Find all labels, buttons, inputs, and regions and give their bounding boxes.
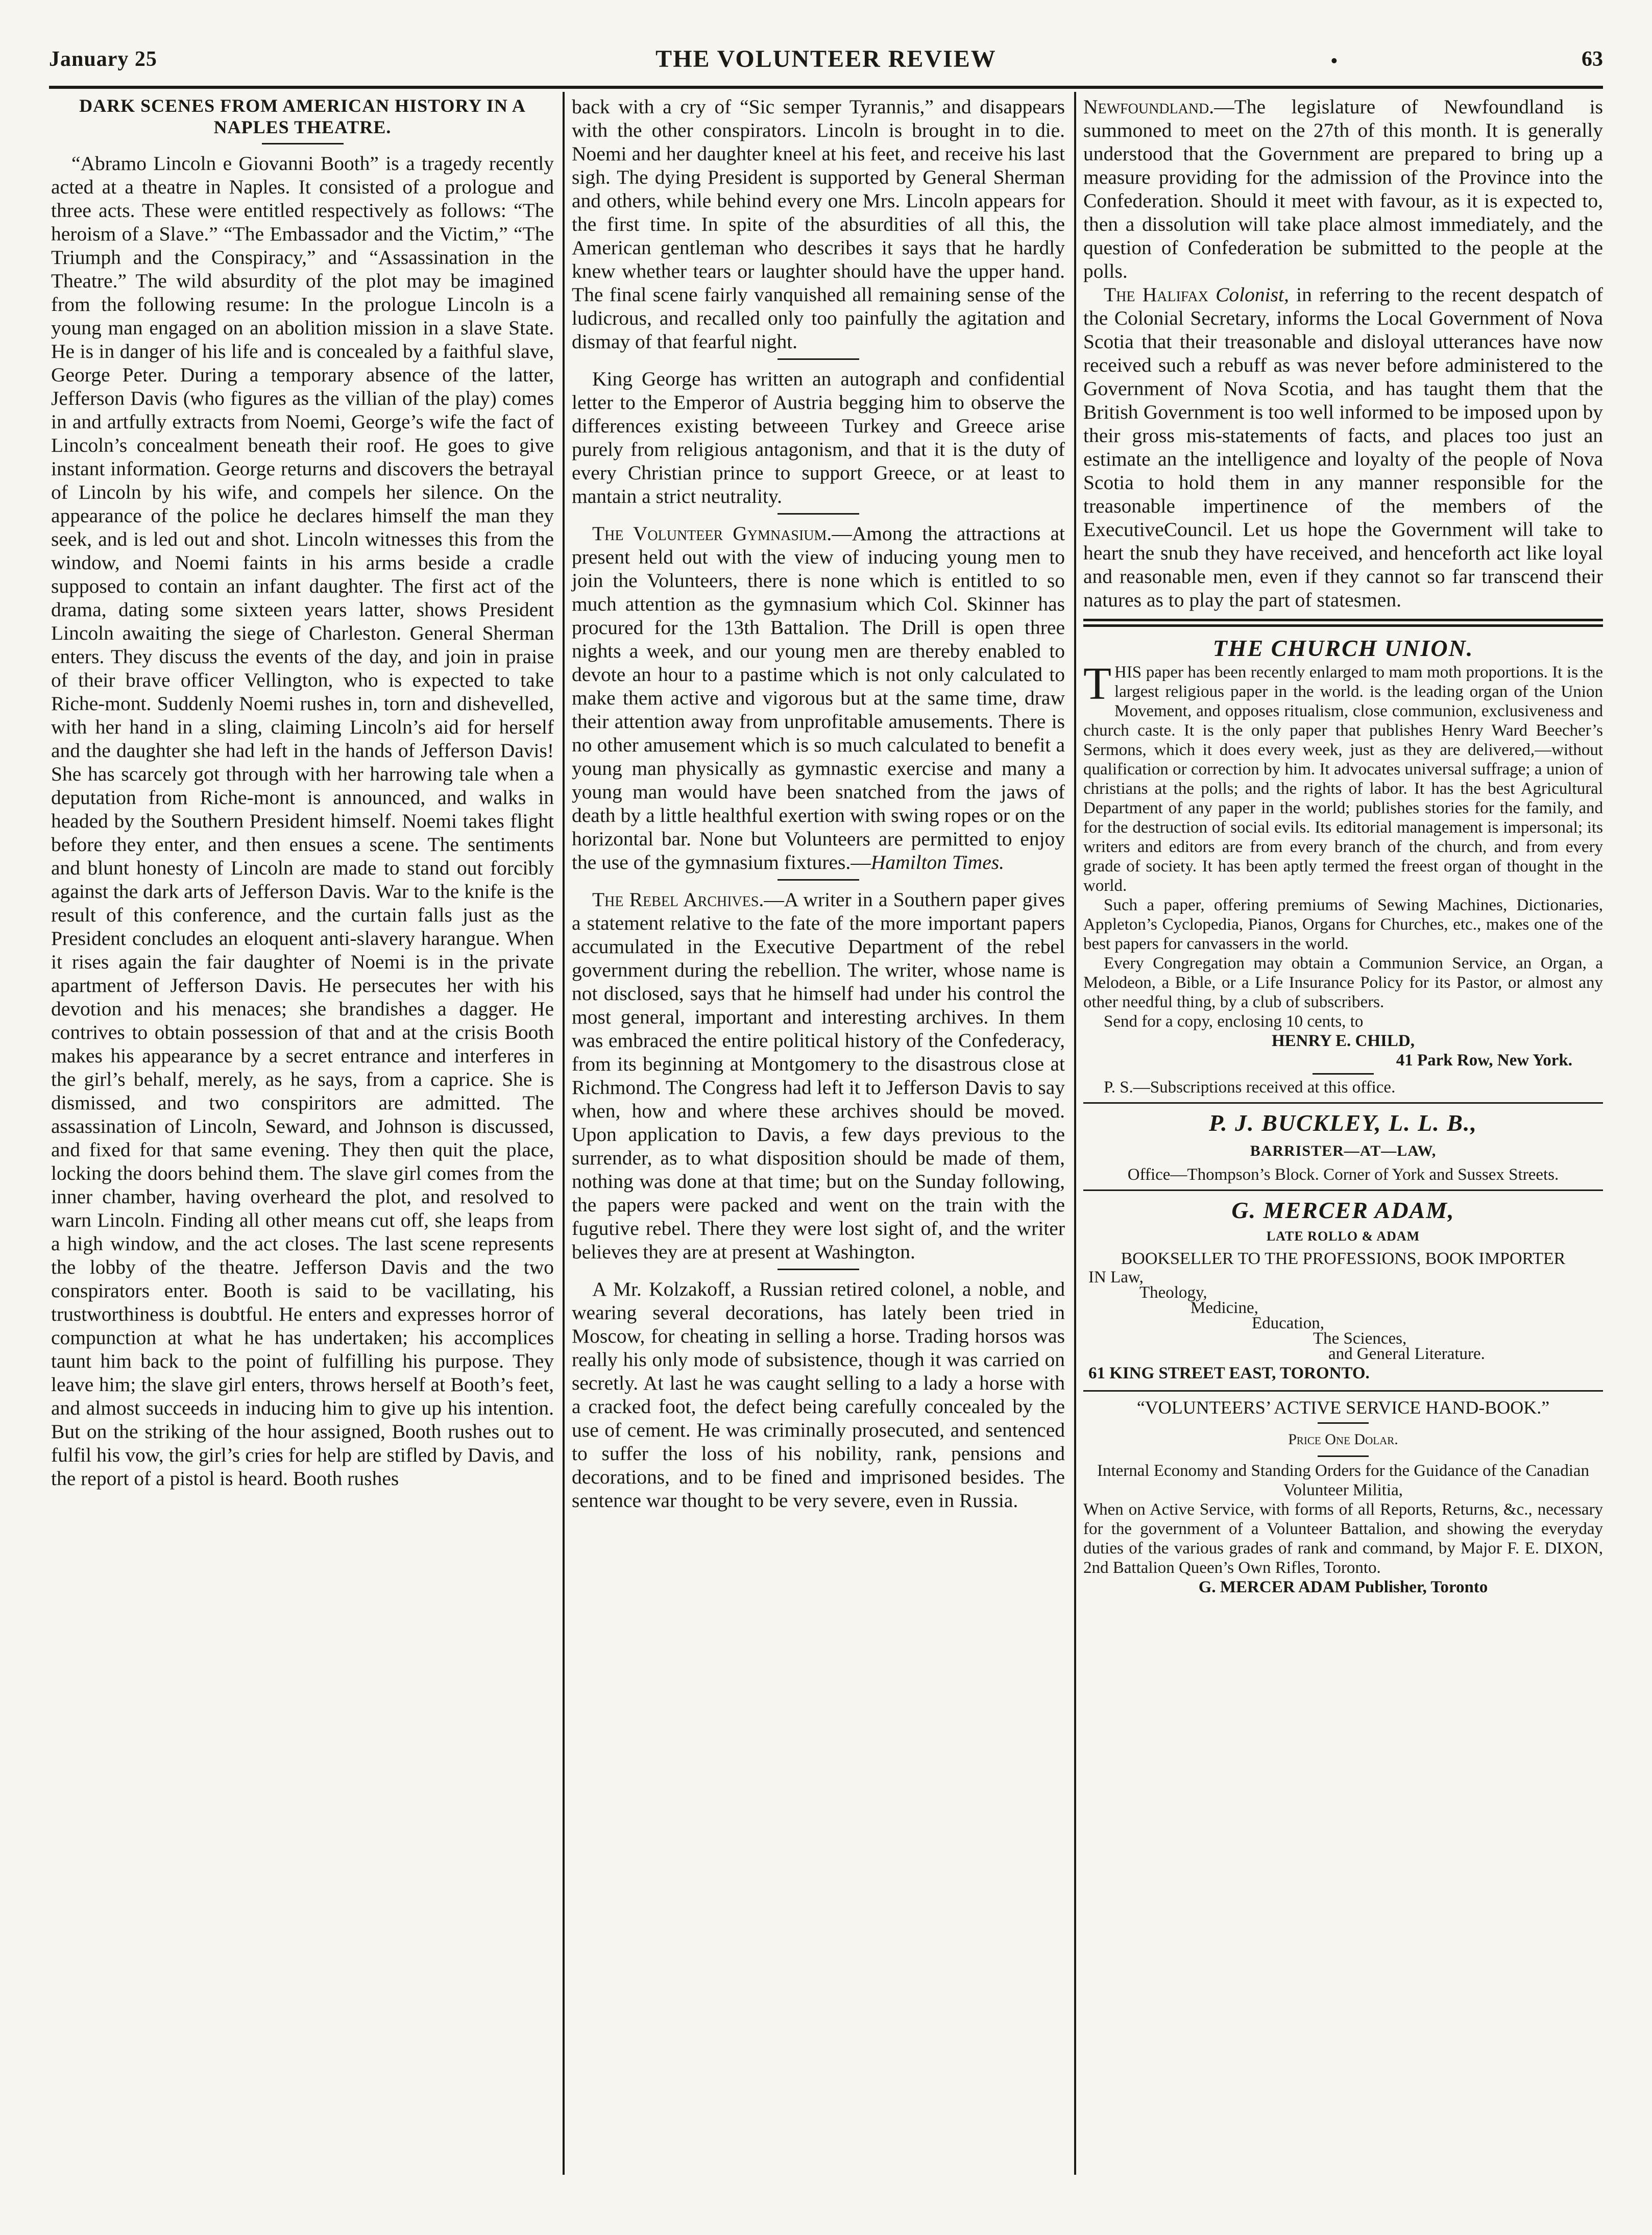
- halifax-paper: Colonist,: [1216, 283, 1289, 306]
- church-union-ad: [1083, 634, 1603, 1097]
- adam-late: LATE ROLLO & ADAM: [1266, 1229, 1420, 1244]
- page-header: [49, 47, 1603, 80]
- article-continuation: back with a cry of “Sic semper Tyrannis,” and disappears with the other conspirators. Lincoln is brought in to die. Noemi and her daughter kneel at his feet, and receive his last sigh. The dying President is supported by General Sherman and others, while behind every one Mrs. Lincoln appears for the first time. In spite of the absurdities of all this, the American gentleman who describes it says that he hardly knew whether tears or laughter should have the upper hand. The final scene fairly vanquished all remaining sense of the ludicrous, and recalled only too painfully the agitation and dismay of that fearful night.: [572, 95, 1065, 353]
- handbook-desc: When on Active Service, with forms of all Reports, Returns, &c., necessary for the government of a Volunteer Battalion, and showing the everyday duties of the various grades of rank and command, by Major F. E. DIXON, 2nd Battalion Queen’s Own Rifles, Toronto.: [1083, 1500, 1603, 1577]
- heading-rule: [262, 143, 344, 144]
- ad-rule: [1318, 1422, 1369, 1424]
- adam-name: G. MERCER ADAM,: [1231, 1197, 1455, 1223]
- gymnasium-text: —Among the attractions at present held out with the view of inducing young men to join the Volunteers, there is none which is entitled to so much attention as the gymnasium which Col. Skinner has procured for the 13th Battalion. The Drill is open three nights a week, and our young men are thereby enabled to devote an hour to a pastime which is not only calculated to make them active and vigorous but at the same time, draw their attention away from unprofitable amusements. There is no other amusement which is so much calculated to benefit a young man physically as gymnastic exercise and many a young man would have been snatched from the jaws of death by a little healthful exertion with swing ropes or on the horizontal bar. None but Volunteers are permitted to enjoy the use of the gymnasium fixtures.—: [572, 522, 1065, 873]
- church-union-send: Send for a copy, enclosing 10 cents, to: [1104, 1012, 1364, 1031]
- gymnasium-source: Hamilton Times.: [870, 851, 1004, 873]
- handbook-ad: [1083, 1397, 1603, 1597]
- halifax-item: [1083, 283, 1603, 612]
- church-union-premiums: Such a paper, offering premiums of Sewing Machines, Dictionaries, Appleton’s Cyclopedia, Pianos, Organs for Churches, etc., makes one of the best papers for canvassers in the world.: [1083, 896, 1603, 953]
- column-1: [51, 95, 554, 1490]
- column-2: [572, 95, 1065, 1512]
- section-rule: [778, 1269, 859, 1270]
- subject-literature: and General Literature.: [1328, 1345, 1485, 1363]
- halifax-title: The Halifax: [1104, 283, 1208, 306]
- section-rule: [778, 358, 859, 360]
- column-3: [1083, 95, 1603, 1597]
- subject-sciences: The Sciences,: [1313, 1329, 1407, 1348]
- newfoundland-item: [1083, 95, 1603, 283]
- header-dot: •: [1330, 50, 1338, 73]
- handbook-title: “VOLUNTEERS’ ACTIVE SERVICE HAND-BOOK.”: [1136, 1397, 1550, 1418]
- rebel-archives-item: [572, 888, 1065, 1264]
- article-heading: DARK SCENES FROM AMERICAN HISTORY IN A NAPLES THEATRE.: [79, 95, 526, 137]
- buckley-ad: [1083, 1109, 1603, 1184]
- column-divider: [563, 92, 565, 2175]
- ad-divider: [1083, 1390, 1603, 1392]
- subject-education: Education,: [1252, 1314, 1325, 1332]
- church-union-body: [1083, 659, 1603, 1097]
- section-rule: [778, 879, 859, 881]
- newfoundland-text: —The legislature of Newfoundland is summoned to meet on the 27th of this month. It is generally understood that the Government are prepared to bring up a measure providing for the admission of the Province into the Confederation. Should it meet with favour, as it is expected to, then a dissolution will take place almost immediately, and the question of Confederation be submitted to the people at the polls.: [1083, 95, 1603, 282]
- newfoundland-title: Newfoundland.: [1083, 95, 1214, 118]
- issue-date: January 25: [49, 47, 157, 71]
- halifax-text: in referring to the recent despatch of the Colonial Secretary, informs the Local Government of Nova Scotia that their treasonable and disloyal utterances have now received such a rebuff as was never before administered to the Government of Nova Scotia, and has taught them that the British Government is too well informed to be imposed upon by their gross mis-statements of facts, and places too just an estimate an the intelligence and loyalty of the people of Nova Scotia to hold them in any manner responsible for the treasonable impertinence of the members of the ExecutiveCouncil. Let us hope the Government will take to heart the snub they have received, and henceforth act like loyal and reasonable men, even if they cannot so far transcend their natures as to play the part of statesmen.: [1083, 283, 1604, 611]
- subject-medicine: Medicine,: [1191, 1299, 1258, 1317]
- church-union-contact-name: HENRY E. CHILD,: [1272, 1032, 1415, 1050]
- ad-rule: [1313, 1073, 1374, 1075]
- handbook-desc-center: Internal Economy and Standing Orders for the Guidance of the Canadian Volunteer Militia,: [1097, 1462, 1590, 1499]
- church-union-address: 41 Park Row, New York.: [1396, 1051, 1572, 1070]
- rebel-archives-title: The Rebel Archives.: [592, 888, 764, 911]
- subject-theology: Theology,: [1139, 1283, 1207, 1302]
- king-george-item: King George has written an autograph and confidential letter to the Emperor of Austria begging him to observe the differences existing betweeen Turkey and Greece arise purely from religious antagonism, and that it is the duty of every Christian prince to support Greece, or at least to mantain a strict neutrality.: [572, 368, 1065, 507]
- buckley-name: P. J. BUCKLEY, L. L. B.,: [1209, 1110, 1477, 1136]
- buckley-office: Office—Thompson’s Block. Corner of York and Sussex Streets.: [1127, 1165, 1559, 1184]
- church-union-ps: P. S.—Subscriptions received at this office.: [1104, 1078, 1396, 1097]
- adam-address: 61 KING STREET EAST, TORONTO.: [1088, 1364, 1370, 1382]
- church-union-congregation: Every Congregation may obtain a Communion Service, an Organ, a Melodeon, a Bible, or a Life Insurance Policy for its Pastor, or almost any other needful thing, by a club of subscribers.: [1083, 954, 1603, 1011]
- buckley-role: BARRISTER—AT—LAW,: [1250, 1143, 1437, 1159]
- rebel-archives-text: —A writer in a Southern paper gives a statement relative to the fate of the more important papers accumulated in the Executive Department of the rebel government during the rebellion. The writer, whose name is not disclosed, says that he himself had under his control the most general, important and interesting archives. In them was embraced the entire political history of the Confederacy, from its beginning at Montgomery to the disastrous close at Richmond. The Congress had left it to Jefferson Davis to say when, how and where these archives should be moved. Upon application to Davis, a few days previous to the surrender, as to what disposition should be made of them, nothing was done at that time; but on the Sunday following, the papers were packed and went on the train with the fugutive rebel. There they were lost sight of, and the writer believes they are at present at Washington.: [572, 888, 1065, 1263]
- gymnasium-title: The Volunteer Gymnasium.: [592, 522, 832, 545]
- adam-trade: BOOKSELLER TO THE PROFESSIONS, BOOK IMPORTER: [1121, 1249, 1566, 1268]
- section-rule: [778, 513, 859, 515]
- article-body: “Abramo Lincoln e Giovanni Booth” is a tragedy recently acted at a theatre in Naples. It consisted of a prologue and three acts. These were entitled respectively as follows: “The heroism of a Slave.” “The Embassador and the Victim,” “The Triumph and the Conspiracy,” and “Assassination in the Theatre.” The wild absurdity of the plot may be imagined from the following resume: In the prologue Lincoln is a young man engaged on an abolition mission in a slave State. He is in danger of his life and is concealed by a faithful slave, George Peter. During a temporary absence of the latter, Jefferson Davis (who figures as the villian of the play) comes in and artfully extracts from Noemi, George’s wife the fact of Lincoln’s concealment beneath their roof. He goes to give instant information. George returns and discovers the betrayal of Lincoln by his wife, and compels her silence. On the appearance of the police he declares himself the man they seek, and is led out and shot. Lincoln witnesses this from the window, and Noemi faints in his arms beside a cradle supposed to contain an infant daughter. The first act of the drama, dating some sixteen years latter, shows President Lincoln awaiting the siege of Charleston. General Sherman enters. They discuss the events of the day, and join in praise of their brave officer Vellington, who is expected to take Riche-mont. Suddenly Noemi rushes in, torn and dishevelled, with her hand in a sling, claiming Lincoln’s aid for herself and the daughter she had left in the hands of Jefferson Davis! She has scarcely got through with her harrowing tale when a deputation from Riche-mont is announced, and walks in headed by the Southern President himself. Noemi takes flight before they enter, and then ensues a scene. The sentiments and blunt honesty of Lincoln are made to stand out forcibly against the dark arts of Jefferson Davis. War to the knife is the result of this conference, and the curtain falls just as the President concludes an eloquent anti-slavery harangue. When it rises again the fair daughter of Noemi is in the private apartment of Jefferson Davis. He persecutes her with his devotion and his menaces; she brandishes a dagger. He contrives to obtain possession of that and at the crisis Booth makes his appearance by a secret entrance and interferes in the girl’s behalf, merely, as he says, from a caprice. She is dismissed, and two conspiritors are admitted. The assassination of Lincoln, Seward, and Johnson is discussed, and fixed for that same evening. They then quit the place, locking the doors behind them. The slave girl comes from the inner chamber, having overheard the plot, and resolved to warn Lincoln. Finding all other means cut off, she leaps from a high window, and the act closes. The last scene represents the lobby of the theatre. Jefferson Davis and the two conspirators enter. Booth is said to be vacillating, his trustworthiness is doubtful. He enters and expresses horror of compunction at what he has undertaken; his accomplices taunt him back to the point of fulfilling his purpose. They leave him; the slave girl enters, throws herself at Booth’s feet, and almost succeeds in inducing him to give up his intention. But on the striking of the hour assigned, Booth rushes out to fulfil his vow, the girl’s cries for help are stifled by Davis, and the report of a pistol is heard. Booth rushes: [51, 152, 554, 1490]
- handbook-price: Price One Dolar.: [1288, 1431, 1398, 1448]
- ad-divider: [1083, 1102, 1603, 1104]
- church-union-title: THE CHURCH UNION.: [1212, 635, 1474, 661]
- church-union-dropcap: T: [1083, 659, 1111, 709]
- kolzakoff-item: A Mr. Kolzakoff, a Russian retired colonel, a noble, and wearing several decorations, has lately been tried in Moscow, for cheating in selling a horse. Trading horsos was really his only mode of subsistence, though it was carried on secretly. At last he was caught selling to a lady a horse with a cracked foot, the defect being carefully concealed by the use of cement. He was criminally prosecuted, and sentenced to suffer the loss of his nobility, rank, pensions and decorations, and to be fined and imprisoned besides. The sentence war thought to be very severe, even in Russia.: [572, 1278, 1065, 1512]
- ad-divider: [1083, 1189, 1603, 1191]
- subject-law: IN Law,: [1088, 1268, 1144, 1286]
- page-number: 63: [1582, 47, 1603, 71]
- ad-rule: [1318, 1455, 1369, 1457]
- header-rule: [49, 86, 1603, 89]
- advertising-rule: [1083, 619, 1603, 627]
- adam-ad: [1083, 1196, 1603, 1385]
- gymnasium-item: [572, 522, 1065, 874]
- handbook-publisher: G. MERCER ADAM Publisher, Toronto: [1198, 1578, 1488, 1596]
- adam-subjects: [1083, 1270, 1603, 1362]
- column-divider: [1074, 92, 1076, 2175]
- church-union-text: HIS paper has been recently enlarged to mam moth proportions. It is the largest religious paper in the world. is the leading organ of the Union Movement, and opposes ritualism, close communion, exclusiveness and church caste. It is the only paper that publishes Henry Ward Beecher’s Sermons, which it does every week, just as they are delivered,—without qualification or correction by him. It advocates universal suffrage; a union of christians at the polls; and the rights of labor. It has the best Agricultural Department of any paper in the world; publishes stories for the family, and for the destruction of social evils. Its editorial management is impersonal; its writers and editors are from every branch of the church, and from every grade of society. It has been aptly termed the freest organ of thought in the world.: [1083, 663, 1603, 895]
- newspaper-title: THE VOLUNTEER REVIEW: [655, 45, 997, 72]
